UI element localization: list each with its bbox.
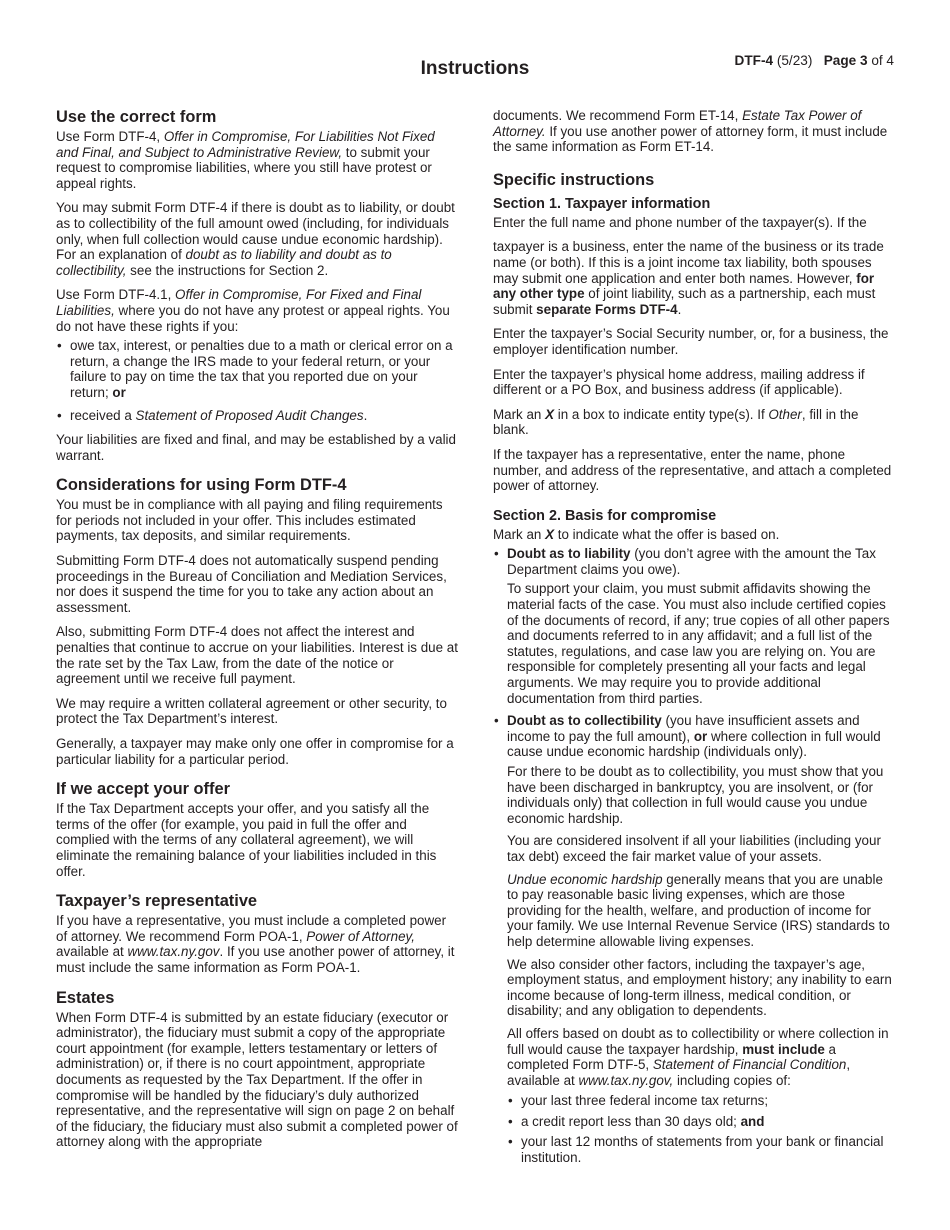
section1-p2: taxpayer is a business, enter the name of the business or its trade name (or both). If this is a joint income tax liability, both spouses may submit one application and enter both names. However, for any other type of joint liability, such as a partnership, each must submit separate Forms DTF-4. [493, 239, 884, 317]
correct-form-p4: Your liabilities are fixed and final, and may be established by a valid warrant. [56, 432, 456, 463]
list-item: • received a Statement of Proposed Audit Changes. [56, 408, 458, 424]
collectibility-p2: You are considered insolvent if all your liabilities (including your tax debt) exceed the fair market value of your assets. [507, 833, 881, 864]
representative-p1: If you have a representative, you must include a completed power of attorney. We recommend Form POA-1, Power of Attorney, available at www.tax.ny.gov. If you use another power of attorney, it must include the same information as Form POA-1. [56, 913, 455, 975]
list-item: • your last three federal income tax returns; [507, 1093, 895, 1109]
left-column [56, 108, 458, 1159]
list-item: • a credit report less than 30 days old; and [507, 1114, 895, 1130]
basis-list-2 [493, 713, 895, 760]
form-revision: (5/23) [776, 53, 813, 68]
heading-section-2: Section 2. Basis for compromise [493, 507, 717, 524]
considerations-p1: You must be in compliance with all paying and filing requirements for periods not included in your offer. This includes estimated payments, tax deposits, and similar requirements. [56, 497, 443, 544]
form-id: DTF-4 [734, 53, 774, 68]
list-item-doubt-liability: • Doubt as to liability (you don’t agree with the amount the Tax Department claims you owe). [493, 546, 895, 577]
considerations-p2: Submitting Form DTF-4 does not automatically suspend pending proceedings in the Bureau of Conciliation and Mediation Services, nor does it suspend the time for you to take any action about an assessment. [56, 553, 447, 615]
correct-form-list [56, 338, 458, 423]
liability-p: To support your claim, you must submit affidavits showing the material facts of the case. You must also include certified copies of the documents of record, if any; true copies of all other papers and documents referred to in any affidavit; and a full list of the statutes, regulations, and case law you are relying on. You are responsible for completely presenting all your facts and legal arguments. We may require you to provide additional documentation from third parties. [507, 581, 890, 706]
basis-list [493, 546, 895, 577]
list-item: • owe tax, interest, or penalties due to a math or clerical error on a return, a change the IRS made to your federal return, or your failure to pay on time the tax that you reported due on your return; or [56, 338, 458, 400]
heading-accept-offer: If we accept your offer [56, 780, 230, 799]
estates-continued: documents. We recommend Form ET-14, Estate Tax Power of Attorney. If you use another power of attorney form, it must include the same information as Form ET-14. [493, 108, 888, 155]
liability-detail [493, 581, 895, 706]
right-column [493, 108, 895, 1175]
list-item: • your last 12 months of statements from your bank or financial institution. [507, 1134, 895, 1165]
section1-p6: If the taxpayer has a representative, enter the name, phone number, and address of the representative, and attach a completed power of attorney. [493, 446, 892, 494]
heading-specific-instructions: Specific instructions [493, 170, 655, 189]
considerations-p3: Also, submitting Form DTF-4 does not affect the interest and penalties that continue to accrue on your liabilities. Interest is due at the rate set by the Tax Law, from the date of the notice or agreement until we receive full payment. [56, 624, 458, 687]
collectibility-p4: We also consider other factors, including the taxpayer’s age, employment status, and employment history; any inability to earn income because of long-term illness, medical condition, or disability; and any obligation to dependents. [507, 956, 892, 1019]
collectibility-p1: For there to be doubt as to collectibility, you must show that you have been discharged in bankruptcy, you are insolvent, or (for individuals only) that collection in full would cause you undue economic hardship. [507, 764, 884, 826]
page-title: Instructions [420, 58, 530, 79]
section1-p1: Enter the full name and phone number of the taxpayer(s). If the [493, 214, 867, 230]
section2-p1: Mark an X to indicate what the offer is based on. [493, 526, 780, 542]
considerations-p4: We may require a written collateral agreement or other security, to protect the Tax Department’s interest. [56, 695, 447, 727]
collectibility-detail [493, 764, 895, 1166]
estates-p1: When Form DTF-4 is submitted by an estate fiduciary (executor or administrator), the fiduciary must submit a copy of the appropriate court appointment (for example, letters testamentary or letters of administration) or, if there is no court appointment, appropriate documents as requested by the Tax Department. If the offer in compromise will be handled by the fiduciary’s duly authorized representative, and the representative will sign on page 2 on behalf of the fiduciary, the fiduciary must also submit a completed power of attorney along with the appropriate [56, 1009, 458, 1150]
correct-form-p1: Use Form DTF-4, Offer in Compromise, For Liabilities Not Fixed and Final, and Subject to Administrative Review, to submit your request to compromise liabilities, where you still have protest or appeal rights. [56, 129, 435, 191]
section1-p4: Enter the taxpayer’s physical home address, mailing address if different or a PO Box, and business address (if applicable). [493, 366, 865, 398]
correct-form-p2: You may submit Form DTF-4 if there is doubt as to liability, or doubt as to collectibility of the full amount owed (including, for individuals only, when full collection would cause undue economic hardship). For an explanation of doubt as to liability and doubt as to collectibility, see the instructions for Section 2. [56, 200, 455, 278]
page-of: of 4 [871, 53, 894, 68]
considerations-p5: Generally, a taxpayer may make only one offer in compromise for a particular liability for a particular period. [56, 736, 454, 767]
collectibility-p3: Undue economic hardship generally means that you are unable to pay reasonable basic living expenses, which are those providing for the health, welfare, and production of income for your family. We use Internal Revenue Service (IRS) standards to help determine allowable living expenses. [507, 871, 890, 949]
heading-estates: Estates [56, 988, 115, 1007]
section1-p3: Enter the taxpayer’s Social Security number, or, for a business, the employer identification number. [493, 326, 889, 357]
list-item-doubt-collectibility: • Doubt as to collectibility (you have insufficient assets and income to pay the full amount), or where collection in full would cause undue economic hardship (individuals only). [493, 713, 895, 760]
collectibility-p5: All offers based on doubt as to collectibility or where collection in full would cause the taxpayer hardship, must include a completed Form DTF-5, Statement of Financial Condition, available at www.tax.ny.gov, including copies of: [507, 1025, 889, 1088]
required-docs-list [507, 1093, 895, 1165]
heading-correct-form: Use the correct form [56, 108, 217, 126]
heading-considerations: Considerations for using Form DTF-4 [56, 476, 347, 495]
section1-p5: Mark an X in a box to indicate entity type(s). If Other, fill in the blank. [493, 406, 859, 438]
accept-p1: If the Tax Department accepts your offer, and you satisfy all the terms of the offer (for example, you paid in full the offer and complied with the terms of any collateral agreement), we will eliminate the remaining balance of your liabilities included in this offer. [56, 801, 437, 879]
page-number: Page 3 [823, 53, 868, 68]
heading-representative: Taxpayer’s representative [56, 892, 258, 911]
correct-form-p3: Use Form DTF-4.1, Offer in Compromise, For Fixed and Final Liabilities, where you do not have any protest or appeal rights. You do not have these rights if you: [56, 287, 450, 334]
heading-section-1: Section 1. Taxpayer information [493, 195, 711, 212]
